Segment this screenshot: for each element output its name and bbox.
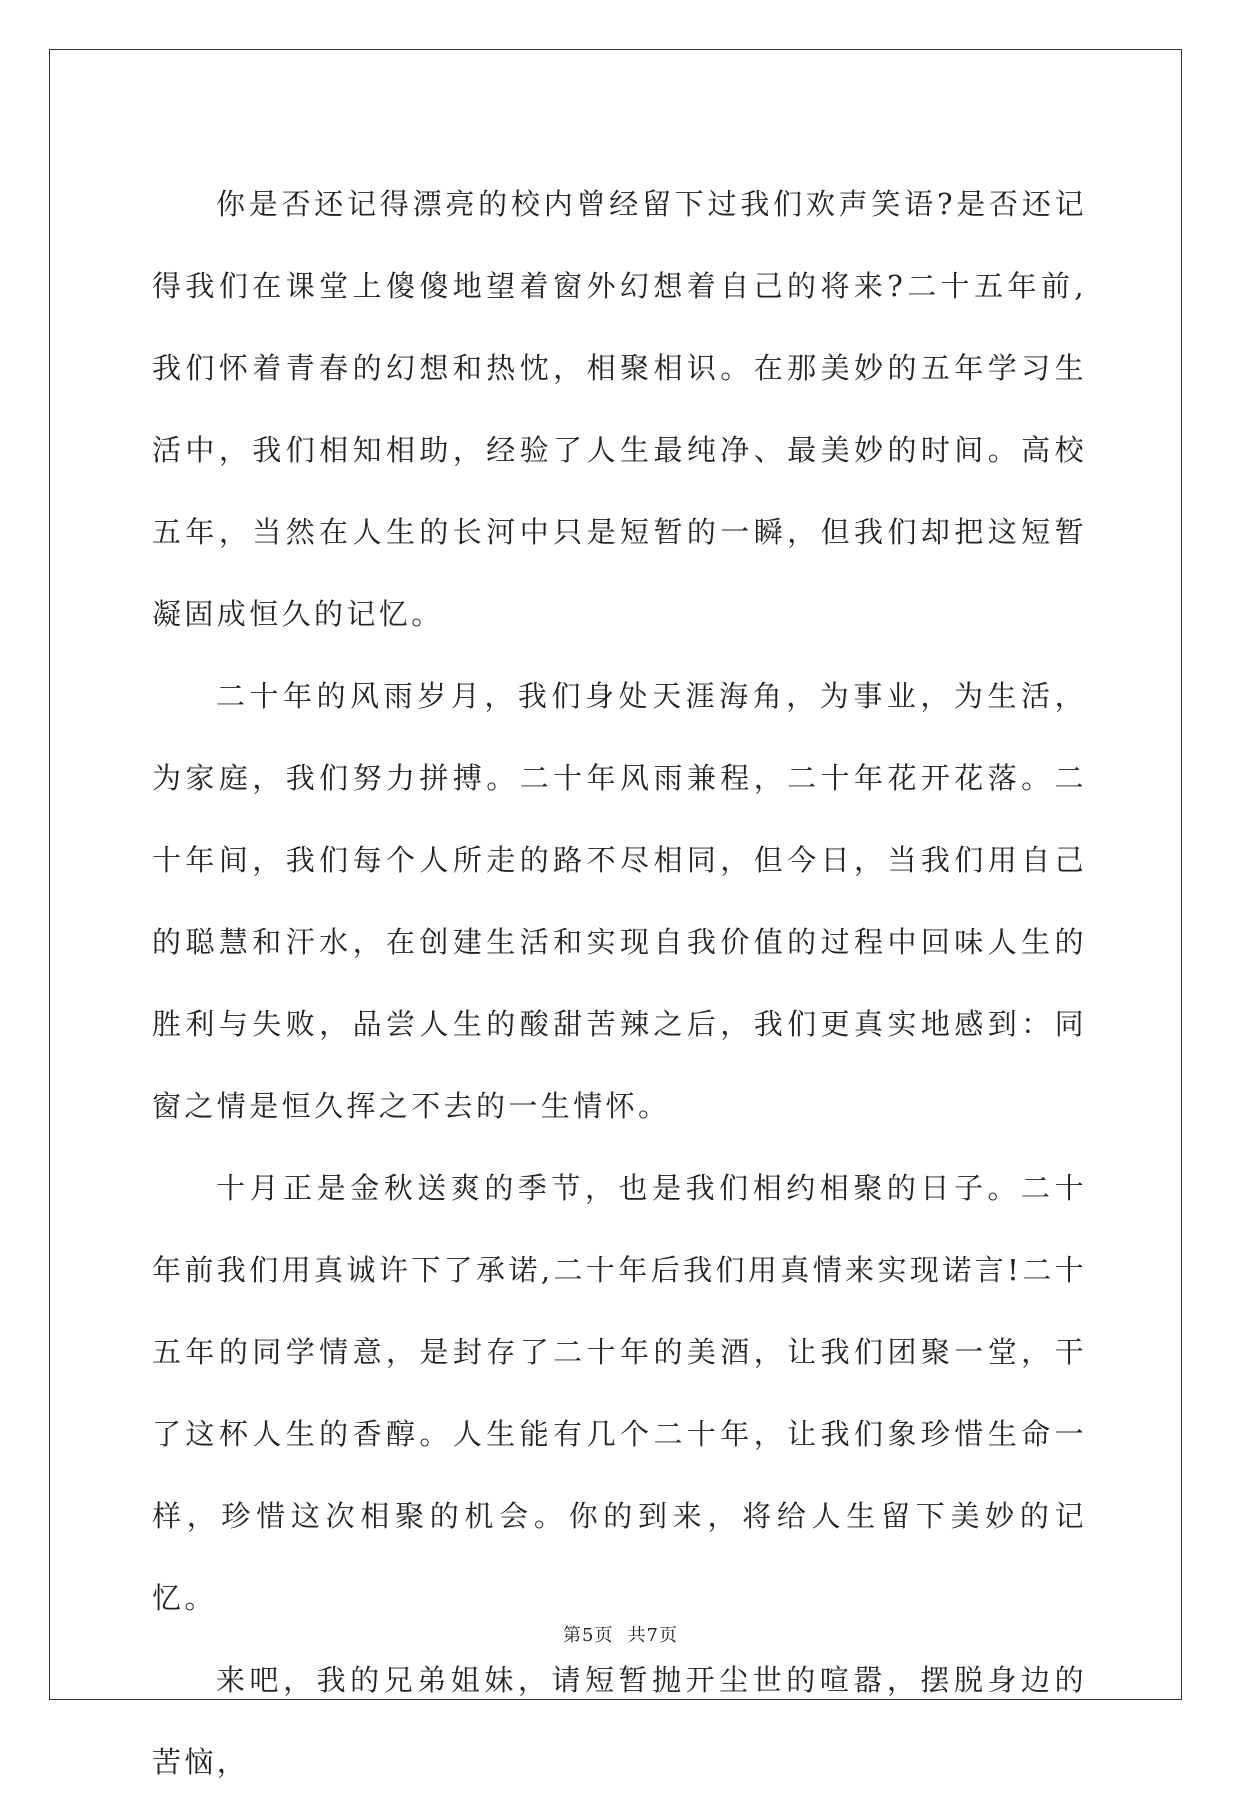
page-footer <box>0 1621 1241 1647</box>
paragraph-4: 来吧，我的兄弟姐妹，请短暂抛开尘世的喧嚣，摆脱身边的苦恼， <box>152 1663 1087 1779</box>
paragraph-3: 十月正是金秋送爽的季节，也是我们相约相聚的日子。二十年前我们用真诚许下了承诺,二十年后我们用真情来实现诺言!二十五年的同学情意，是封存了二十年的美酒，让我们团聚一堂，干了这杯人生的香醇。人生能有几个二十年，让我们象珍惜生命一样，珍惜这次相聚的机会。你的到来，将给人生留下美妙的记忆。 <box>152 1171 1087 1615</box>
document-body <box>152 163 1087 1803</box>
page-number: 第5页 <box>563 1625 614 1646</box>
page-total: 共7页 <box>627 1625 678 1646</box>
paragraph-1: 你是否还记得漂亮的校内曾经留下过我们欢声笑语?是否还记得我们在课堂上傻傻地望着窗外幻想着自己的将来?二十五年前,我们怀着青春的幻想和热忱，相聚相识。在那美妙的五年学习生活中，我们相知相助，经验了人生最纯净、最美妙的时间。高校五年，当然在人生的长河中只是短暂的一瞬，但我们却把这短暂凝固成恒久的记忆。 <box>152 187 1087 631</box>
paragraph-2: 二十年的风雨岁月，我们身处天涯海角，为事业，为生活，为家庭，我们努力拼搏。二十年风雨兼程，二十年花开花落。二十年间，我们每个人所走的路不尽相同，但今日，当我们用自己的聪慧和汗水，在创建生活和实现自我价值的过程中回味人生的胜利与失败，品尝人生的酸甜苦辣之后，我们更真实地感到：同窗之情是恒久挥之不去的一生情怀。 <box>152 679 1087 1123</box>
